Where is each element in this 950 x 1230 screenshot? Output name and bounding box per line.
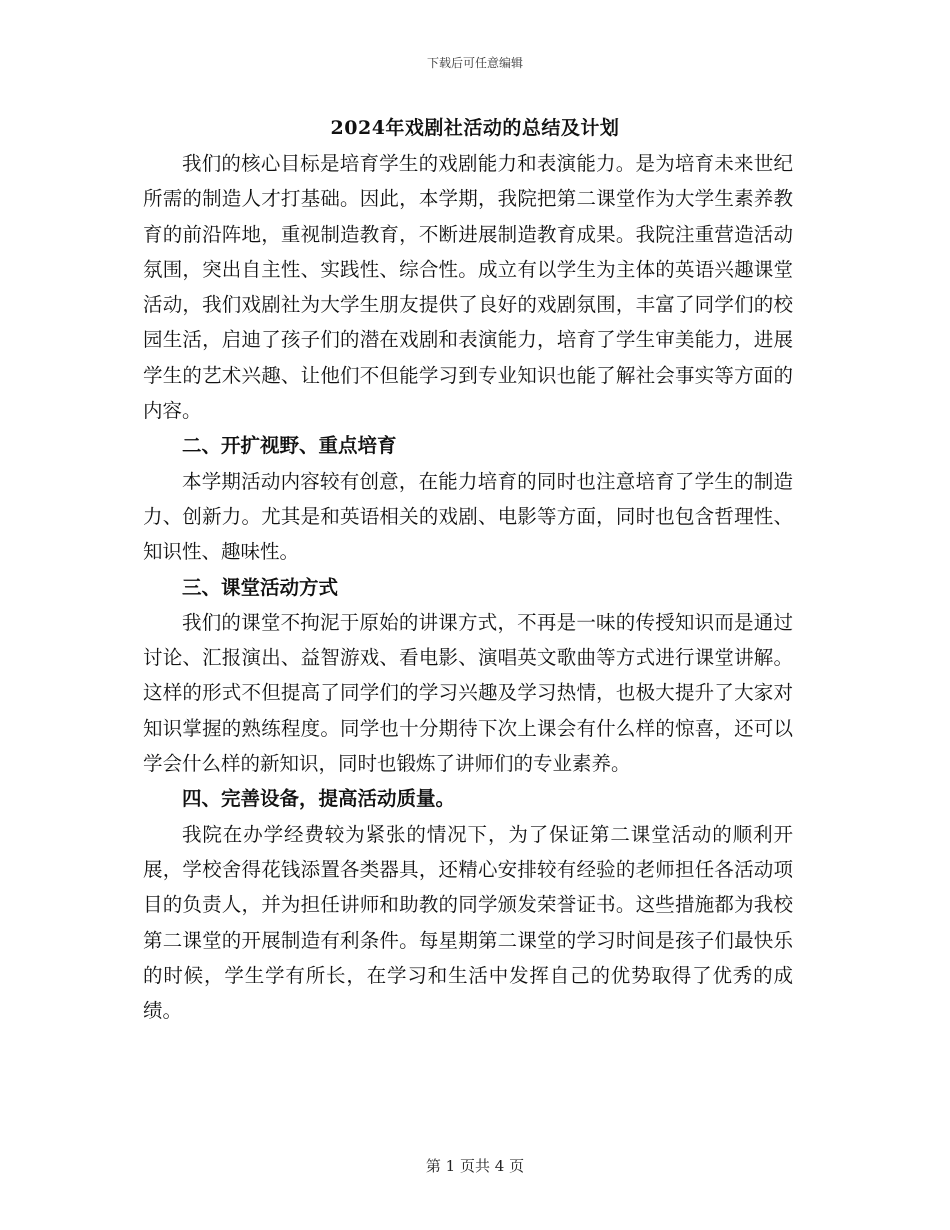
document-body <box>143 146 793 1028</box>
document-title: 2024年戏剧社活动的总结及计划 <box>330 117 620 139</box>
section-heading-3: 三、课堂活动方式 <box>182 575 339 599</box>
page-number-footer: 第 1 页共 4 页 <box>425 1157 525 1175</box>
section-heading-2: 二、开扩视野、重点培育 <box>182 434 397 458</box>
header-note: 下载后可任意编辑 <box>426 56 523 70</box>
section-paragraph-4: 我院在办学经费较为紧张的情况下，为了保证第二课堂活动的顺利开展，学校舍得花钱添置各类器具，还精心安排较有经验的老师担任各活动项目的负责人，并为担任讲师和助教的同学颁发荣誉证书。这些措施都为我校第二课堂的开展制造有利条件。每星期第二课堂的学习时间是孩子们最快乐的时候，学生学有所长，在学习和生活中发挥自己的优势取得了优秀的成绩。 <box>143 822 793 1023</box>
intro-paragraph: 我们的核心目标是培育学生的戏剧能力和表演能力。是为培育未来世纪所需的制造人才打基础。因此，本学期，我院把第二课堂作为大学生素养教育的前沿阵地，重视制造教育，不断进展制造教育成果。我院注重营造活动氛围，突出自主性、实践性、综合性。成立有以学生为主体的英语兴趣课堂活动，我们戏剧社为大学生朋友提供了良好的戏剧氛围，丰富了同学们的校园生活，启迪了孩子们的潜在戏剧和表演能力，培育了学生审美能力，进展学生的艺术兴趣、让他们不但能学习到专业知识也能了解社会事实等方面的内容。 <box>143 152 793 423</box>
section-heading-4: 四、完善设备，提高活动质量。 <box>182 787 456 811</box>
section-paragraph-2: 本学期活动内容较有创意，在能力培育的同时也注意培育了学生的制造力、创新力。尤其是和英语相关的戏剧、电影等方面，同时也包含哲理性、知识性、趣味性。 <box>143 469 793 564</box>
section-paragraph-3: 我们的课堂不拘泥于原始的讲课方式，不再是一味的传授知识而是通过讨论、汇报演出、益智游戏、看电影、演唱英文歌曲等方式进行课堂讲解。这样的形式不但提高了同学们的学习兴趣及学习热情，也极大提升了大家对知识掌握的熟练程度。同学也十分期待下次上课会有什么样的惊喜，还可以学会什么样的新知识，同时也锻炼了讲师们的专业素养。 <box>143 610 793 776</box>
